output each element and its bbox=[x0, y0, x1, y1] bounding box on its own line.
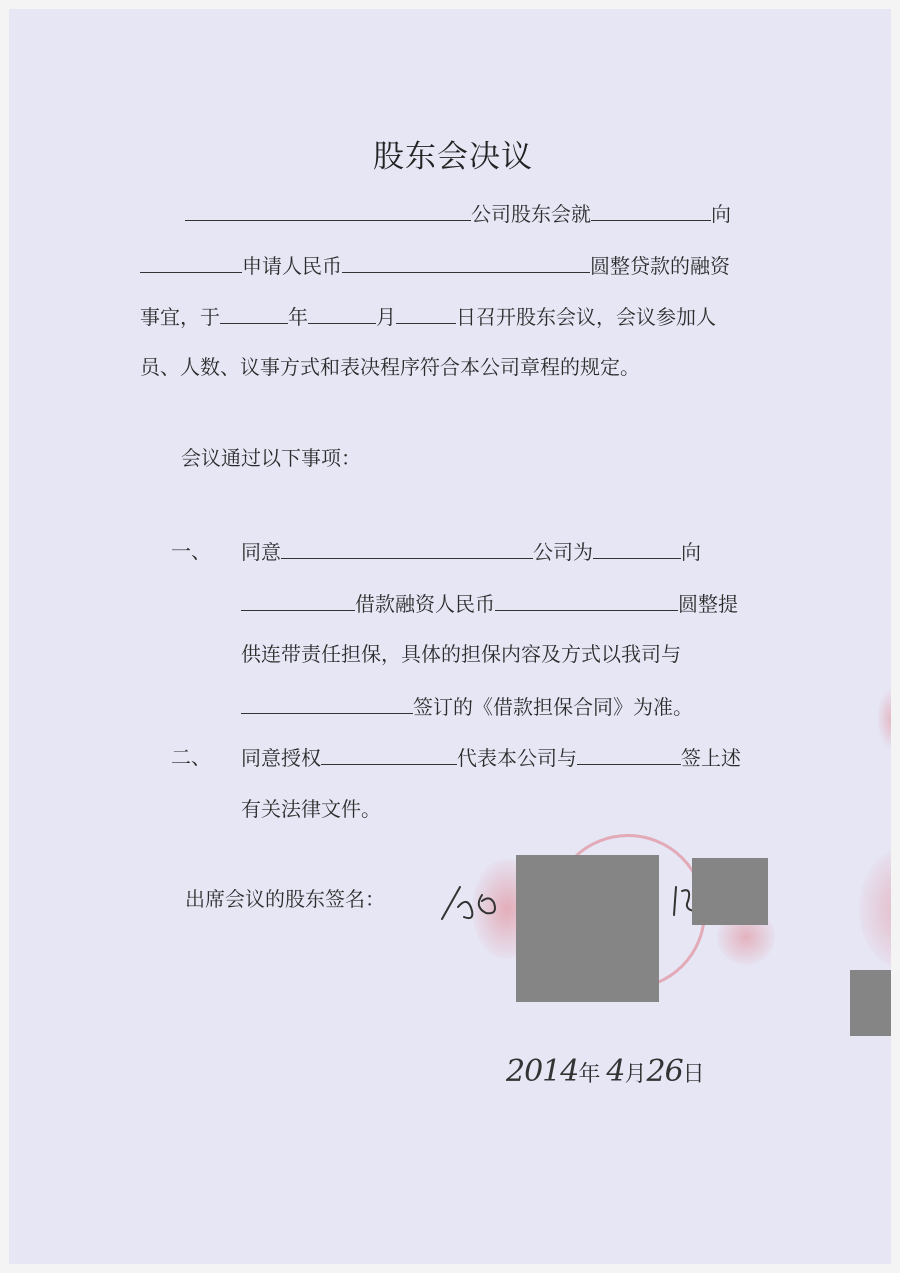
counterparty-blank bbox=[577, 744, 681, 765]
para1-line4: 员、人数、议事方式和表决程序符合本公司章程的规定。 bbox=[140, 355, 640, 379]
year-blank bbox=[220, 303, 288, 324]
item2-seg1: 同意授权 bbox=[241, 746, 321, 770]
item2-seg3: 签上述 bbox=[681, 746, 741, 770]
resolution-intro: 会议通过以下事项： bbox=[181, 446, 361, 470]
para1-month: 月 bbox=[376, 305, 396, 329]
item1-seg6: 签订的《借款担保合同》为准。 bbox=[413, 695, 693, 719]
contract-party-blank bbox=[241, 693, 413, 714]
item1-line4 bbox=[241, 693, 693, 720]
item2-line2: 有关法律文件。 bbox=[241, 797, 381, 821]
item1-line2 bbox=[241, 590, 738, 617]
item2-number: 二、 bbox=[171, 745, 211, 769]
redaction-box-edge bbox=[850, 970, 891, 1036]
signing-date bbox=[506, 1054, 705, 1094]
date-month-handwritten: 4 bbox=[606, 1054, 625, 1089]
guarantor-blank bbox=[281, 538, 533, 559]
month-blank bbox=[308, 303, 376, 324]
creditor-blank bbox=[593, 538, 681, 559]
para1-seg1: 公司股东会就 bbox=[471, 202, 591, 226]
item1-number: 一、 bbox=[171, 539, 211, 563]
item1-line3: 供连带责任担保，具体的担保内容及方式以我司与 bbox=[241, 642, 681, 666]
date-month-char: 月 bbox=[624, 1062, 647, 1087]
day-blank bbox=[396, 303, 456, 324]
date-year-char: 年 bbox=[578, 1062, 601, 1087]
signature-label: 出席会议的股东签名： bbox=[185, 887, 385, 911]
item1-seg1: 同意 bbox=[241, 540, 281, 564]
document-page bbox=[9, 9, 891, 1264]
item1-seg2: 公司为 bbox=[533, 540, 593, 564]
para1-year: 年 bbox=[288, 305, 308, 329]
item1-seg5: 圆整提 bbox=[678, 592, 738, 616]
date-day-handwritten: 26 bbox=[646, 1054, 683, 1089]
item1-seg4: 借款融资人民币 bbox=[355, 592, 495, 616]
para1-seg3: 申请人民币 bbox=[242, 254, 342, 278]
bank-blank bbox=[140, 252, 242, 273]
para1-seg4: 圆整贷款的融资 bbox=[590, 254, 730, 278]
edge-stamp-top bbox=[877, 689, 891, 749]
item2-seg2: 代表本公司与 bbox=[457, 746, 577, 770]
loan-amount-blank bbox=[495, 590, 678, 611]
document-title: 股东会决议 bbox=[373, 139, 533, 175]
para1-day: 日召开股东会议，会议参加人 bbox=[456, 305, 716, 329]
item1-line1 bbox=[241, 538, 701, 565]
redaction-box-small bbox=[692, 858, 768, 925]
authorized-person-blank bbox=[321, 744, 457, 765]
date-day-char: 日 bbox=[682, 1062, 705, 1087]
item1-seg3: 向 bbox=[681, 540, 701, 564]
date-year-handwritten: 2014 bbox=[506, 1054, 579, 1089]
redaction-box-signature bbox=[516, 855, 659, 1002]
lender-blank bbox=[591, 200, 711, 221]
para1-line2 bbox=[140, 252, 730, 279]
amount-blank bbox=[342, 252, 590, 273]
borrower-blank bbox=[241, 590, 355, 611]
para1-seg2: 向 bbox=[711, 202, 731, 226]
para1-line3 bbox=[140, 303, 716, 330]
para1-seg5: 事宜，于 bbox=[140, 305, 220, 329]
item2-line1 bbox=[241, 744, 741, 771]
para1-line1 bbox=[185, 200, 731, 227]
company-name-blank bbox=[185, 200, 471, 221]
edge-stamp-right bbox=[859, 849, 891, 969]
